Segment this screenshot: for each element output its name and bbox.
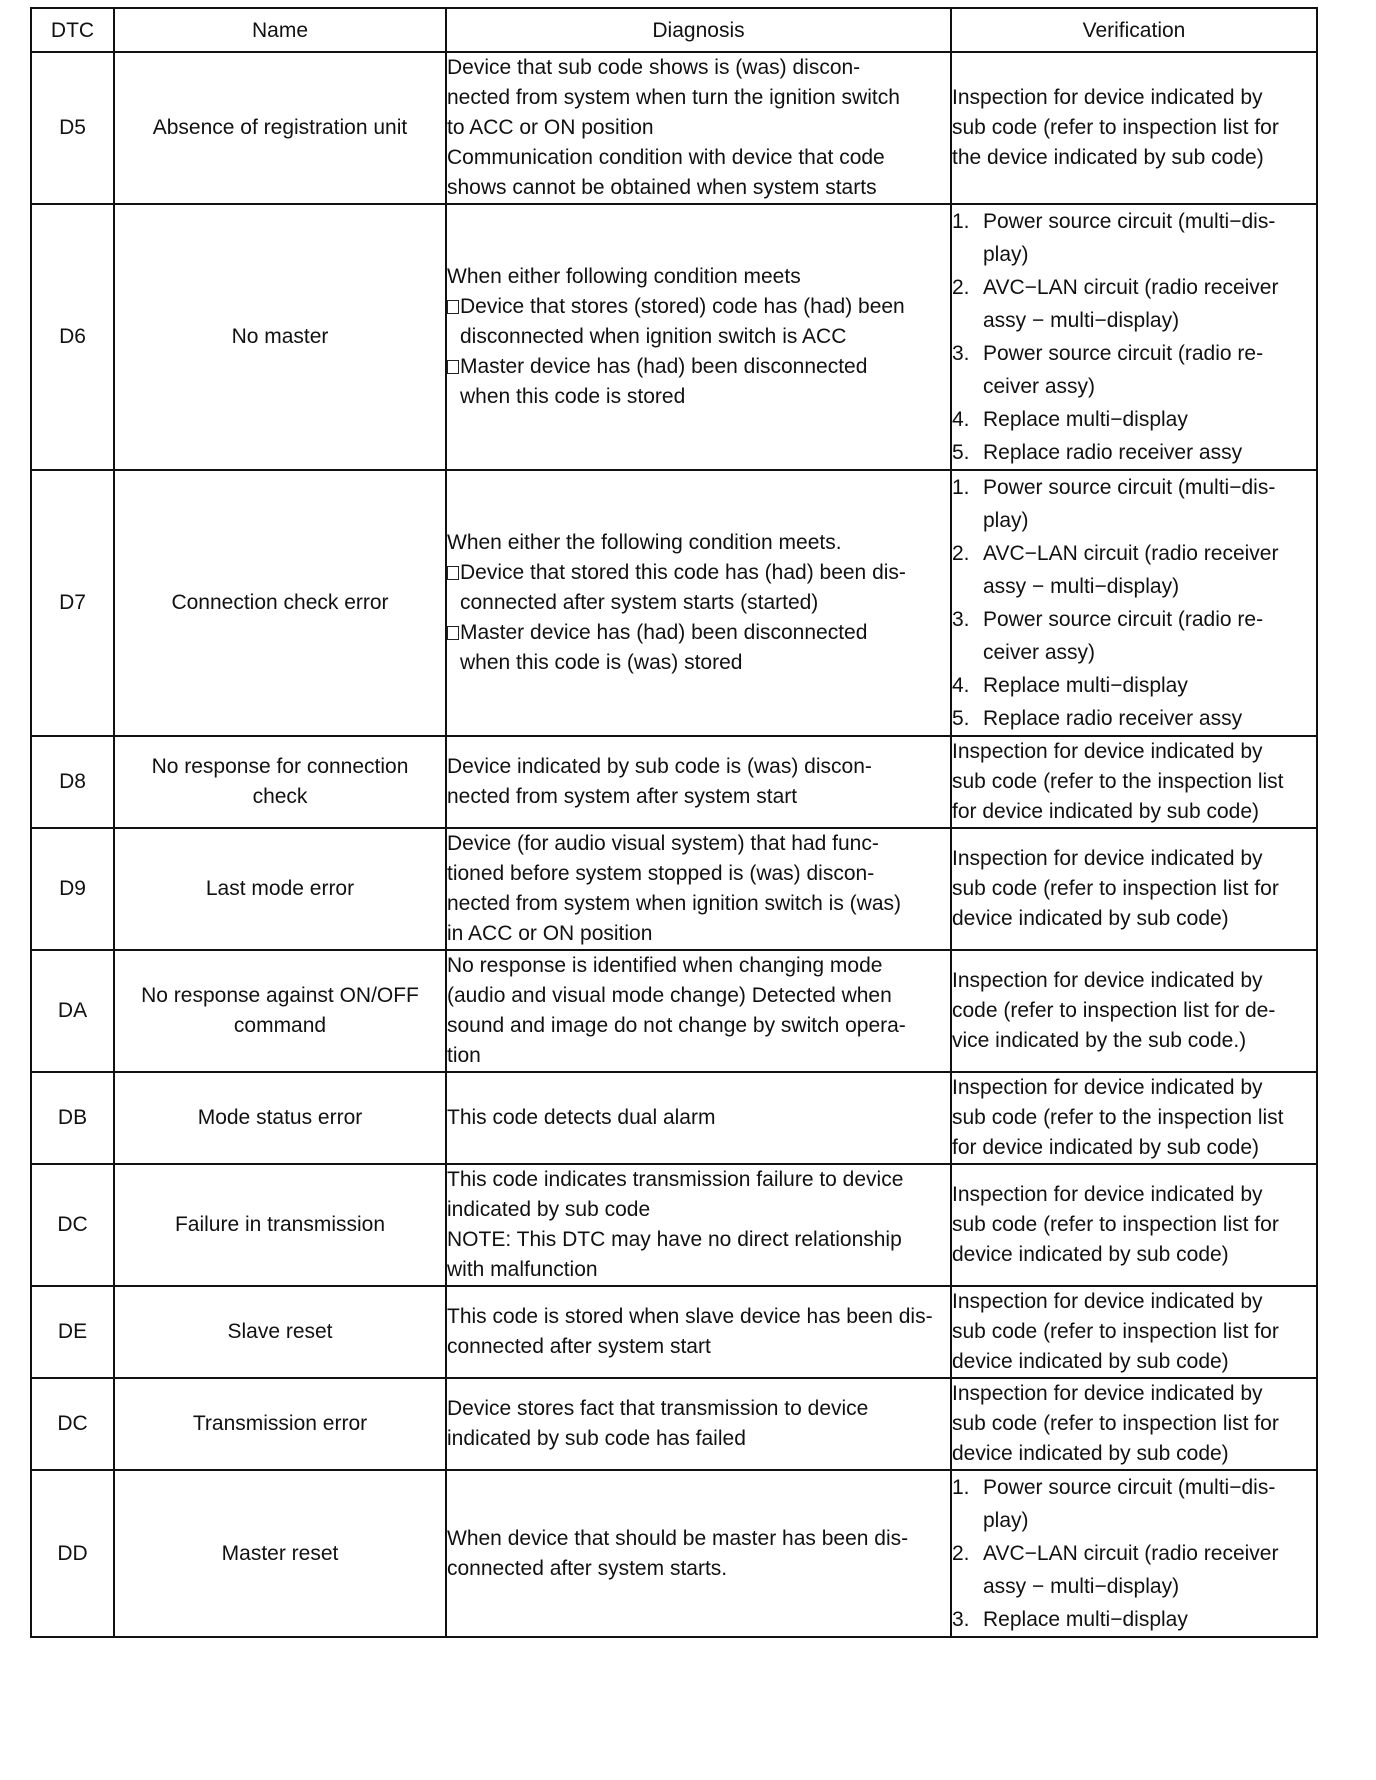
- step-text: [983, 1603, 1188, 1636]
- diagnosis-line: [447, 1225, 950, 1255]
- verification-step: [952, 403, 1316, 436]
- dtc-name-line: command: [233, 1014, 327, 1037]
- diagnosis-line: [447, 648, 950, 678]
- diagnosis-text: connected after system starts (started): [460, 591, 819, 614]
- step-text: [983, 603, 1263, 669]
- verification-cell: [951, 1378, 1317, 1470]
- diagnosis-text: NOTE: This DTC may have no direct relationship: [447, 1228, 902, 1251]
- dtc-name-line: Failure in transmission: [174, 1213, 386, 1236]
- verification-cell: [951, 828, 1317, 950]
- verification-cell: [951, 1072, 1317, 1164]
- step-line: Power source circuit (multi−dis-: [983, 476, 1276, 499]
- diagnosis-text: tioned before system stopped is (was) discon-: [447, 862, 875, 885]
- dtc-name-cell: [114, 950, 446, 1072]
- checkbox-bullet-icon: [447, 626, 459, 640]
- diagnosis-text: When either following condition meets: [447, 265, 801, 288]
- step-line: play): [983, 509, 1029, 532]
- table-row: [31, 736, 1317, 828]
- diagnosis-cell: [446, 1072, 951, 1164]
- dtc-name-cell: [114, 470, 446, 736]
- dtc-code-cell: DB: [31, 1072, 114, 1164]
- diagnosis-text: shows cannot be obtained when system starts: [447, 176, 877, 199]
- step-text: [983, 436, 1242, 469]
- step-line: play): [983, 1509, 1029, 1532]
- diagnosis-line: [447, 558, 950, 588]
- diagnosis-line: [447, 83, 950, 113]
- step-text: [983, 403, 1188, 436]
- diagnosis-line: [447, 262, 950, 292]
- dtc-table: [30, 7, 1318, 1638]
- diagnosis-cell: [446, 204, 951, 470]
- dtc-code-cell: D9: [31, 828, 114, 950]
- step-line: Power source circuit (radio re-: [983, 608, 1264, 631]
- checkbox-bullet-icon: [447, 360, 459, 374]
- verification-step: [952, 1603, 1316, 1636]
- verification-line: sub code (refer to inspection list for: [952, 1412, 1279, 1435]
- verification-step: [952, 436, 1316, 469]
- dtc-code-cell: D7: [31, 470, 114, 736]
- verification-line: Inspection for device indicated by: [952, 847, 1263, 870]
- verification-steps: [952, 1471, 1316, 1636]
- diagnosis-text: This code indicates transmission failure to device: [447, 1168, 904, 1191]
- step-text: [983, 205, 1275, 271]
- diagnosis-line: [447, 1554, 950, 1584]
- dtc-name-cell: [114, 1470, 446, 1637]
- dtc-code-cell: D5: [31, 52, 114, 204]
- diagnosis-cell: [446, 1286, 951, 1378]
- diagnosis-text: Device indicated by sub code is (was) discon-: [447, 755, 872, 778]
- diagnosis-text: (audio and visual mode change) Detected when: [447, 984, 892, 1007]
- diagnosis-line: [447, 829, 950, 859]
- step-line: Replace multi−display: [983, 408, 1188, 431]
- verification-line: sub code (refer to inspection list for: [952, 877, 1279, 900]
- diagnosis-line: [447, 752, 950, 782]
- verification-line: Inspection for device indicated by: [952, 1290, 1263, 1313]
- verification-line: sub code (refer to inspection list for: [952, 116, 1279, 139]
- diagnosis-text: sound and image do not change by switch opera-: [447, 1014, 906, 1037]
- step-line: Replace radio receiver assy: [983, 441, 1243, 464]
- verification-line: device indicated by sub code): [952, 1442, 1229, 1465]
- dtc-name-line: Last mode error: [205, 877, 355, 900]
- diagnosis-line: [447, 1103, 950, 1133]
- diagnosis-line: [447, 528, 950, 558]
- diagnosis-line: [447, 1332, 950, 1362]
- diagnosis-line: [447, 292, 950, 322]
- verification-step: [952, 537, 1316, 603]
- diagnosis-text: Device stores fact that transmission to device: [447, 1397, 869, 1420]
- diagnosis-line: [447, 951, 950, 981]
- verification-line: Inspection for device indicated by: [952, 1076, 1263, 1099]
- diagnosis-text: in ACC or ON position: [447, 922, 653, 945]
- verification-line: for device indicated by sub code): [952, 1136, 1260, 1159]
- header-name: Name: [114, 8, 446, 52]
- diagnosis-text: indicated by sub code has failed: [447, 1427, 746, 1450]
- dtc-name-cell: [114, 1378, 446, 1470]
- step-line: AVC−LAN circuit (radio receiver: [983, 276, 1279, 299]
- verification-line: device indicated by sub code): [952, 1350, 1229, 1373]
- header-diagnosis: Diagnosis: [446, 8, 951, 52]
- step-line: assy − multi−display): [983, 1575, 1180, 1598]
- diagnosis-text: connected after system starts.: [447, 1556, 728, 1580]
- verification-cell: [951, 470, 1317, 736]
- table-row: [31, 470, 1317, 736]
- diagnosis-line: [447, 782, 950, 812]
- dtc-code-cell: DA: [31, 950, 114, 1072]
- dtc-name-line: check: [252, 785, 308, 808]
- dtc-name-line: Slave reset: [227, 1320, 333, 1343]
- diagnosis-text: When device that should be master has been dis-: [447, 1526, 909, 1550]
- diagnosis-line: [447, 618, 950, 648]
- diagnosis-text: to ACC or ON position: [447, 116, 654, 139]
- verification-line: Inspection for device indicated by: [952, 1382, 1263, 1405]
- verification-line: Inspection for device indicated by: [952, 1183, 1263, 1206]
- dtc-name-cell: [114, 52, 446, 204]
- verification-line: sub code (refer to inspection list for: [952, 1320, 1279, 1343]
- diagnosis-text: Master device has (had) been disconnected: [460, 355, 868, 378]
- step-number: 2.: [952, 542, 970, 565]
- verification-line: Inspection for device indicated by: [952, 969, 1263, 992]
- diagnosis-cell: [446, 828, 951, 950]
- diagnosis-text: This code is stored when slave device has been dis-: [447, 1305, 933, 1328]
- table-row: [31, 52, 1317, 204]
- step-number: 1.: [952, 476, 970, 499]
- verification-line: device indicated by sub code): [952, 907, 1229, 930]
- dtc-code-cell: DE: [31, 1286, 114, 1378]
- step-line: Power source circuit (multi−dis-: [983, 1476, 1276, 1499]
- dtc-code-cell: D6: [31, 204, 114, 470]
- step-line: Replace radio receiver assy: [983, 707, 1243, 730]
- verification-cell: [951, 52, 1317, 204]
- verification-line: device indicated by sub code): [952, 1243, 1229, 1266]
- diagnosis-cell: [446, 736, 951, 828]
- diagnosis-text: disconnected when ignition switch is ACC: [460, 325, 847, 348]
- dtc-code-cell: DC: [31, 1378, 114, 1470]
- step-line: AVC−LAN circuit (radio receiver: [983, 542, 1279, 565]
- diagnosis-text: No response is identified when changing mode: [447, 954, 883, 977]
- verification-line: sub code (refer to the inspection list: [952, 1106, 1284, 1129]
- diagnosis-line: [447, 352, 950, 382]
- dtc-name-line: No response for connection: [151, 755, 409, 778]
- diagnosis-cell: [446, 950, 951, 1072]
- diagnosis-text: This code detects dual alarm: [447, 1106, 716, 1129]
- diagnosis-text: with malfunction: [447, 1258, 598, 1281]
- step-text: [983, 471, 1275, 537]
- diagnosis-text: nected from system when turn the ignition switch: [447, 86, 900, 109]
- step-line: ceiver assy): [983, 641, 1096, 664]
- verification-cell: [951, 1470, 1317, 1637]
- step-number: 3.: [952, 1608, 970, 1631]
- diagnosis-line: [447, 173, 950, 203]
- table-row: [31, 204, 1317, 470]
- table-body: [31, 52, 1317, 1637]
- verification-step: [952, 471, 1316, 537]
- step-text: [983, 1537, 1278, 1603]
- checkbox-bullet-icon: [447, 566, 459, 580]
- step-number: 4.: [952, 674, 970, 697]
- step-number: 1.: [952, 210, 970, 233]
- diagnosis-text: Communication condition with device that code: [447, 146, 885, 169]
- step-line: AVC−LAN circuit (radio receiver: [983, 1542, 1279, 1565]
- diagnosis-text: Device (for audio visual system) that had func-: [447, 832, 879, 855]
- step-number: 3.: [952, 342, 970, 365]
- diagnosis-text: Device that stored this code has (had) been dis-: [460, 561, 906, 584]
- diagnosis-text: nected from system when ignition switch is (was): [447, 892, 901, 915]
- verification-line: Inspection for device indicated by: [952, 740, 1263, 763]
- diagnosis-line: [447, 1524, 950, 1554]
- step-line: play): [983, 243, 1029, 266]
- step-line: Replace multi−display: [983, 674, 1188, 697]
- table-row: [31, 1470, 1317, 1637]
- diagnosis-line: [447, 1011, 950, 1041]
- verification-cell: [951, 950, 1317, 1072]
- diagnosis-line: [447, 919, 950, 949]
- verification-step: [952, 271, 1316, 337]
- diagnosis-text: When either the following condition meets.: [447, 531, 842, 554]
- dtc-name-line: Connection check error: [171, 591, 389, 614]
- dtc-name-cell: [114, 736, 446, 828]
- verification-cell: [951, 1164, 1317, 1286]
- verification-step: [952, 669, 1316, 702]
- diagnosis-cell: [446, 52, 951, 204]
- step-line: assy − multi−display): [983, 309, 1180, 332]
- verification-line: sub code (refer to inspection list for: [952, 1213, 1279, 1236]
- verification-cell: [951, 736, 1317, 828]
- step-text: [983, 537, 1278, 603]
- verification-line: code (refer to inspection list for de-: [952, 999, 1276, 1022]
- dtc-name-cell: [114, 204, 446, 470]
- dtc-code-cell: D8: [31, 736, 114, 828]
- diagnosis-text: Master device has (had) been disconnected: [460, 621, 868, 644]
- step-text: [983, 1471, 1275, 1537]
- diagnosis-line: [447, 113, 950, 143]
- diagnosis-line: [447, 889, 950, 919]
- diagnosis-line: [447, 1165, 950, 1195]
- step-text: [983, 271, 1278, 337]
- table-row: [31, 1072, 1317, 1164]
- header-verification: Verification: [951, 8, 1317, 52]
- step-line: Power source circuit (multi−dis-: [983, 210, 1276, 233]
- diagnosis-text: connected after system start: [447, 1335, 711, 1358]
- verification-step: [952, 205, 1316, 271]
- diagnosis-line: [447, 1394, 950, 1424]
- table-row: [31, 950, 1317, 1072]
- verification-step: [952, 1471, 1316, 1537]
- diagnosis-line: [447, 1195, 950, 1225]
- dtc-name-cell: [114, 1072, 446, 1164]
- step-number: 4.: [952, 408, 970, 431]
- verification-line: for device indicated by sub code): [952, 800, 1260, 823]
- diagnosis-line: [447, 1041, 950, 1071]
- diagnosis-line: [447, 143, 950, 173]
- dtc-name-cell: [114, 1164, 446, 1286]
- diagnosis-line: [447, 981, 950, 1011]
- step-number: 3.: [952, 608, 970, 631]
- diagnosis-cell: [446, 470, 951, 736]
- step-number: 1.: [952, 1476, 970, 1499]
- diagnosis-line: [447, 588, 950, 618]
- step-number: 2.: [952, 1542, 970, 1565]
- dtc-name-line: No master: [231, 325, 329, 348]
- verification-step: [952, 603, 1316, 669]
- table-row: [31, 828, 1317, 950]
- step-text: [983, 669, 1188, 702]
- table-row: [31, 1378, 1317, 1470]
- verification-step: [952, 337, 1316, 403]
- step-number: 2.: [952, 276, 970, 299]
- verification-line: the device indicated by sub code): [952, 146, 1264, 169]
- diagnosis-line: [447, 382, 950, 412]
- dtc-name-line: No response against ON/OFF: [141, 984, 419, 1007]
- diagnosis-line: [447, 53, 950, 83]
- diagnosis-text: indicated by sub code: [447, 1198, 651, 1221]
- dtc-name-line: Master reset: [221, 1541, 339, 1565]
- diagnosis-text: Device that sub code shows is (was) discon-: [447, 56, 861, 79]
- dtc-name-line: Transmission error: [192, 1412, 368, 1435]
- verification-step: [952, 702, 1316, 735]
- step-text: [983, 702, 1242, 735]
- verification-steps: [952, 471, 1316, 735]
- step-number: 5.: [952, 441, 970, 464]
- verification-cell: [951, 1286, 1317, 1378]
- dtc-name-line: Mode status error: [197, 1106, 363, 1129]
- verification-line: Inspection for device indicated by: [952, 86, 1263, 109]
- dtc-code-cell: DC: [31, 1164, 114, 1286]
- step-line: ceiver assy): [983, 375, 1096, 398]
- diagnosis-text: tion: [447, 1044, 481, 1067]
- dtc-name-line: Absence of registration unit: [152, 116, 408, 139]
- checkbox-bullet-icon: [447, 300, 459, 314]
- diagnosis-line: [447, 1302, 950, 1332]
- verification-line: sub code (refer to the inspection list: [952, 770, 1284, 793]
- diagnosis-text: Device that stores (stored) code has (had) been: [460, 295, 905, 318]
- diagnosis-cell: [446, 1378, 951, 1470]
- step-text: [983, 337, 1263, 403]
- verification-step: [952, 1537, 1316, 1603]
- step-number: 5.: [952, 707, 970, 730]
- step-line: Power source circuit (radio re-: [983, 342, 1264, 365]
- verification-steps: [952, 205, 1316, 469]
- table-row: [31, 1164, 1317, 1286]
- header-dtc: DTC: [31, 8, 114, 52]
- dtc-code-cell: DD: [31, 1470, 114, 1637]
- diagnosis-text: when this code is (was) stored: [460, 651, 743, 674]
- diagnosis-text: when this code is stored: [460, 385, 686, 408]
- diagnosis-cell: [446, 1164, 951, 1286]
- diagnosis-text: nected from system after system start: [447, 785, 798, 808]
- dtc-name-cell: [114, 1286, 446, 1378]
- diagnosis-line: [447, 1255, 950, 1285]
- dtc-name-cell: [114, 828, 446, 950]
- step-line: Replace multi−display: [983, 1608, 1188, 1631]
- table-header-row: [31, 8, 1317, 52]
- table-row: [31, 1286, 1317, 1378]
- verification-line: vice indicated by the sub code.): [952, 1029, 1247, 1052]
- verification-cell: [951, 204, 1317, 470]
- diagnosis-cell: [446, 1470, 951, 1637]
- diagnosis-line: [447, 1424, 950, 1454]
- diagnosis-line: [447, 322, 950, 352]
- step-line: assy − multi−display): [983, 575, 1180, 598]
- diagnosis-line: [447, 859, 950, 889]
